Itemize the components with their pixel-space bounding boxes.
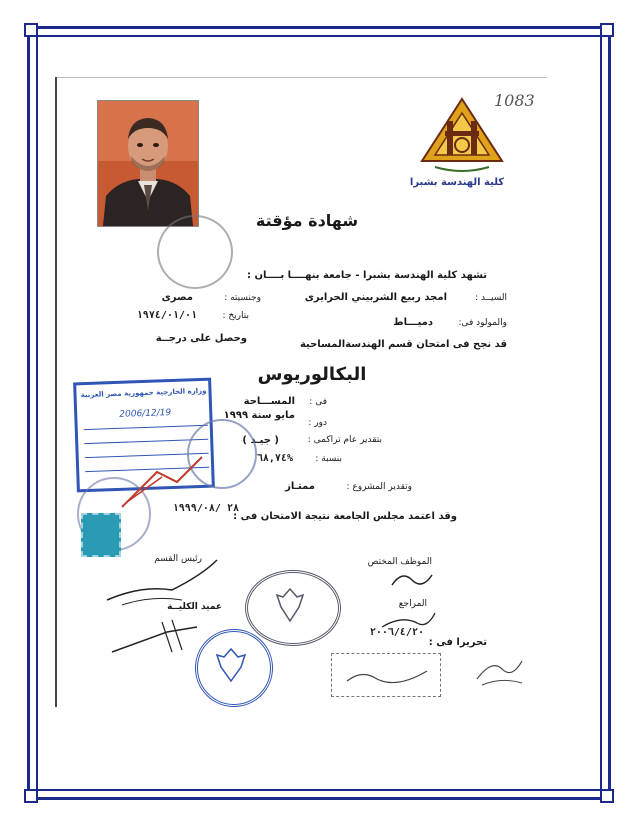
- stamp-date: 2006/12/19: [119, 408, 172, 420]
- field-value: المســـاحة: [243, 396, 295, 407]
- reviewer-label: المراجع: [398, 599, 427, 609]
- session-value: مايو سنة ١٩٩٩: [223, 410, 295, 421]
- stamp-scribble-icon: [342, 661, 432, 691]
- nationality-value: مصرى: [161, 292, 193, 303]
- dean-label: عميد الكليــة: [167, 602, 222, 612]
- grade-label: بتقدير عام تراكمى :: [307, 435, 382, 445]
- session-label: دور :: [308, 418, 327, 428]
- frame-corner: [600, 23, 614, 37]
- birthdate-label: بتاريخ :: [222, 311, 249, 321]
- clerk-signature-icon: [387, 565, 437, 595]
- birthdate-value: ١٩٧٤/٠١/٠١: [136, 310, 197, 321]
- revenue-stamp: [81, 513, 121, 557]
- serial-number: 1083: [494, 91, 535, 110]
- frame-corner: [24, 23, 38, 37]
- percent-value: ٦٨,٧٤%: [256, 453, 293, 464]
- eagle-emblem-icon: [275, 587, 305, 623]
- frame-corner: [24, 789, 38, 803]
- birthplace-label: والمولود فى:: [458, 318, 507, 328]
- passed-line: قد نجح فى امتحان قسم الهندسةالمساحية: [299, 339, 507, 350]
- nationality-label: وجنسيته :: [224, 293, 261, 303]
- percent-label: بنسبة :: [315, 454, 342, 464]
- holder-photo: [97, 100, 199, 227]
- project-value: ممتـاز: [285, 481, 315, 492]
- red-signature-icon: [117, 452, 207, 512]
- approval-line: وقد اعتمد مجلس الجامعة نتيجة الامتحان فى :: [233, 511, 457, 522]
- portrait-image: [98, 101, 198, 226]
- issued-label: تحريرا فى :: [428, 637, 487, 648]
- faculty-name: كلية الهندسة بشبرا: [409, 177, 505, 188]
- obtained-line: وحصل على درجــة: [155, 333, 247, 344]
- name-value: امجد ربيع الشربيني الحرايرى: [304, 292, 447, 303]
- head-dept-label: رئيس القسم: [154, 554, 202, 564]
- frame-corner: [600, 789, 614, 803]
- approval-date: ٢٨ /١٩٩٩/٠٨: [172, 503, 239, 514]
- grade-value: ( جيـد ): [242, 435, 279, 446]
- birthplace-value: دميـــاط: [393, 317, 433, 328]
- issued-date: ٢٠٠٦/٤/٢٠: [369, 627, 424, 638]
- field-label: فى :: [309, 397, 327, 407]
- ministry-stamp-text: وزارة الخارجية جمهورية مصر العربية: [80, 386, 207, 400]
- degree-title: البكالوريوس: [257, 364, 367, 385]
- certificate-document: [55, 77, 547, 707]
- clerk-label: الموظف المختص: [367, 557, 432, 567]
- dean-signature-icon: [107, 612, 207, 657]
- certificate-title: شهادة مؤقتة: [255, 211, 359, 230]
- eagle-emblem-icon: [215, 647, 247, 683]
- project-label: وتقدير المشروع :: [346, 482, 412, 492]
- scan-edge: [57, 77, 547, 78]
- name-label: السيــد :: [475, 293, 507, 303]
- intro-line: تشهد كلية الهندسة بشبرا - جامعة بنهــــا بــــان :: [247, 270, 487, 281]
- side-signature-icon: [472, 649, 527, 689]
